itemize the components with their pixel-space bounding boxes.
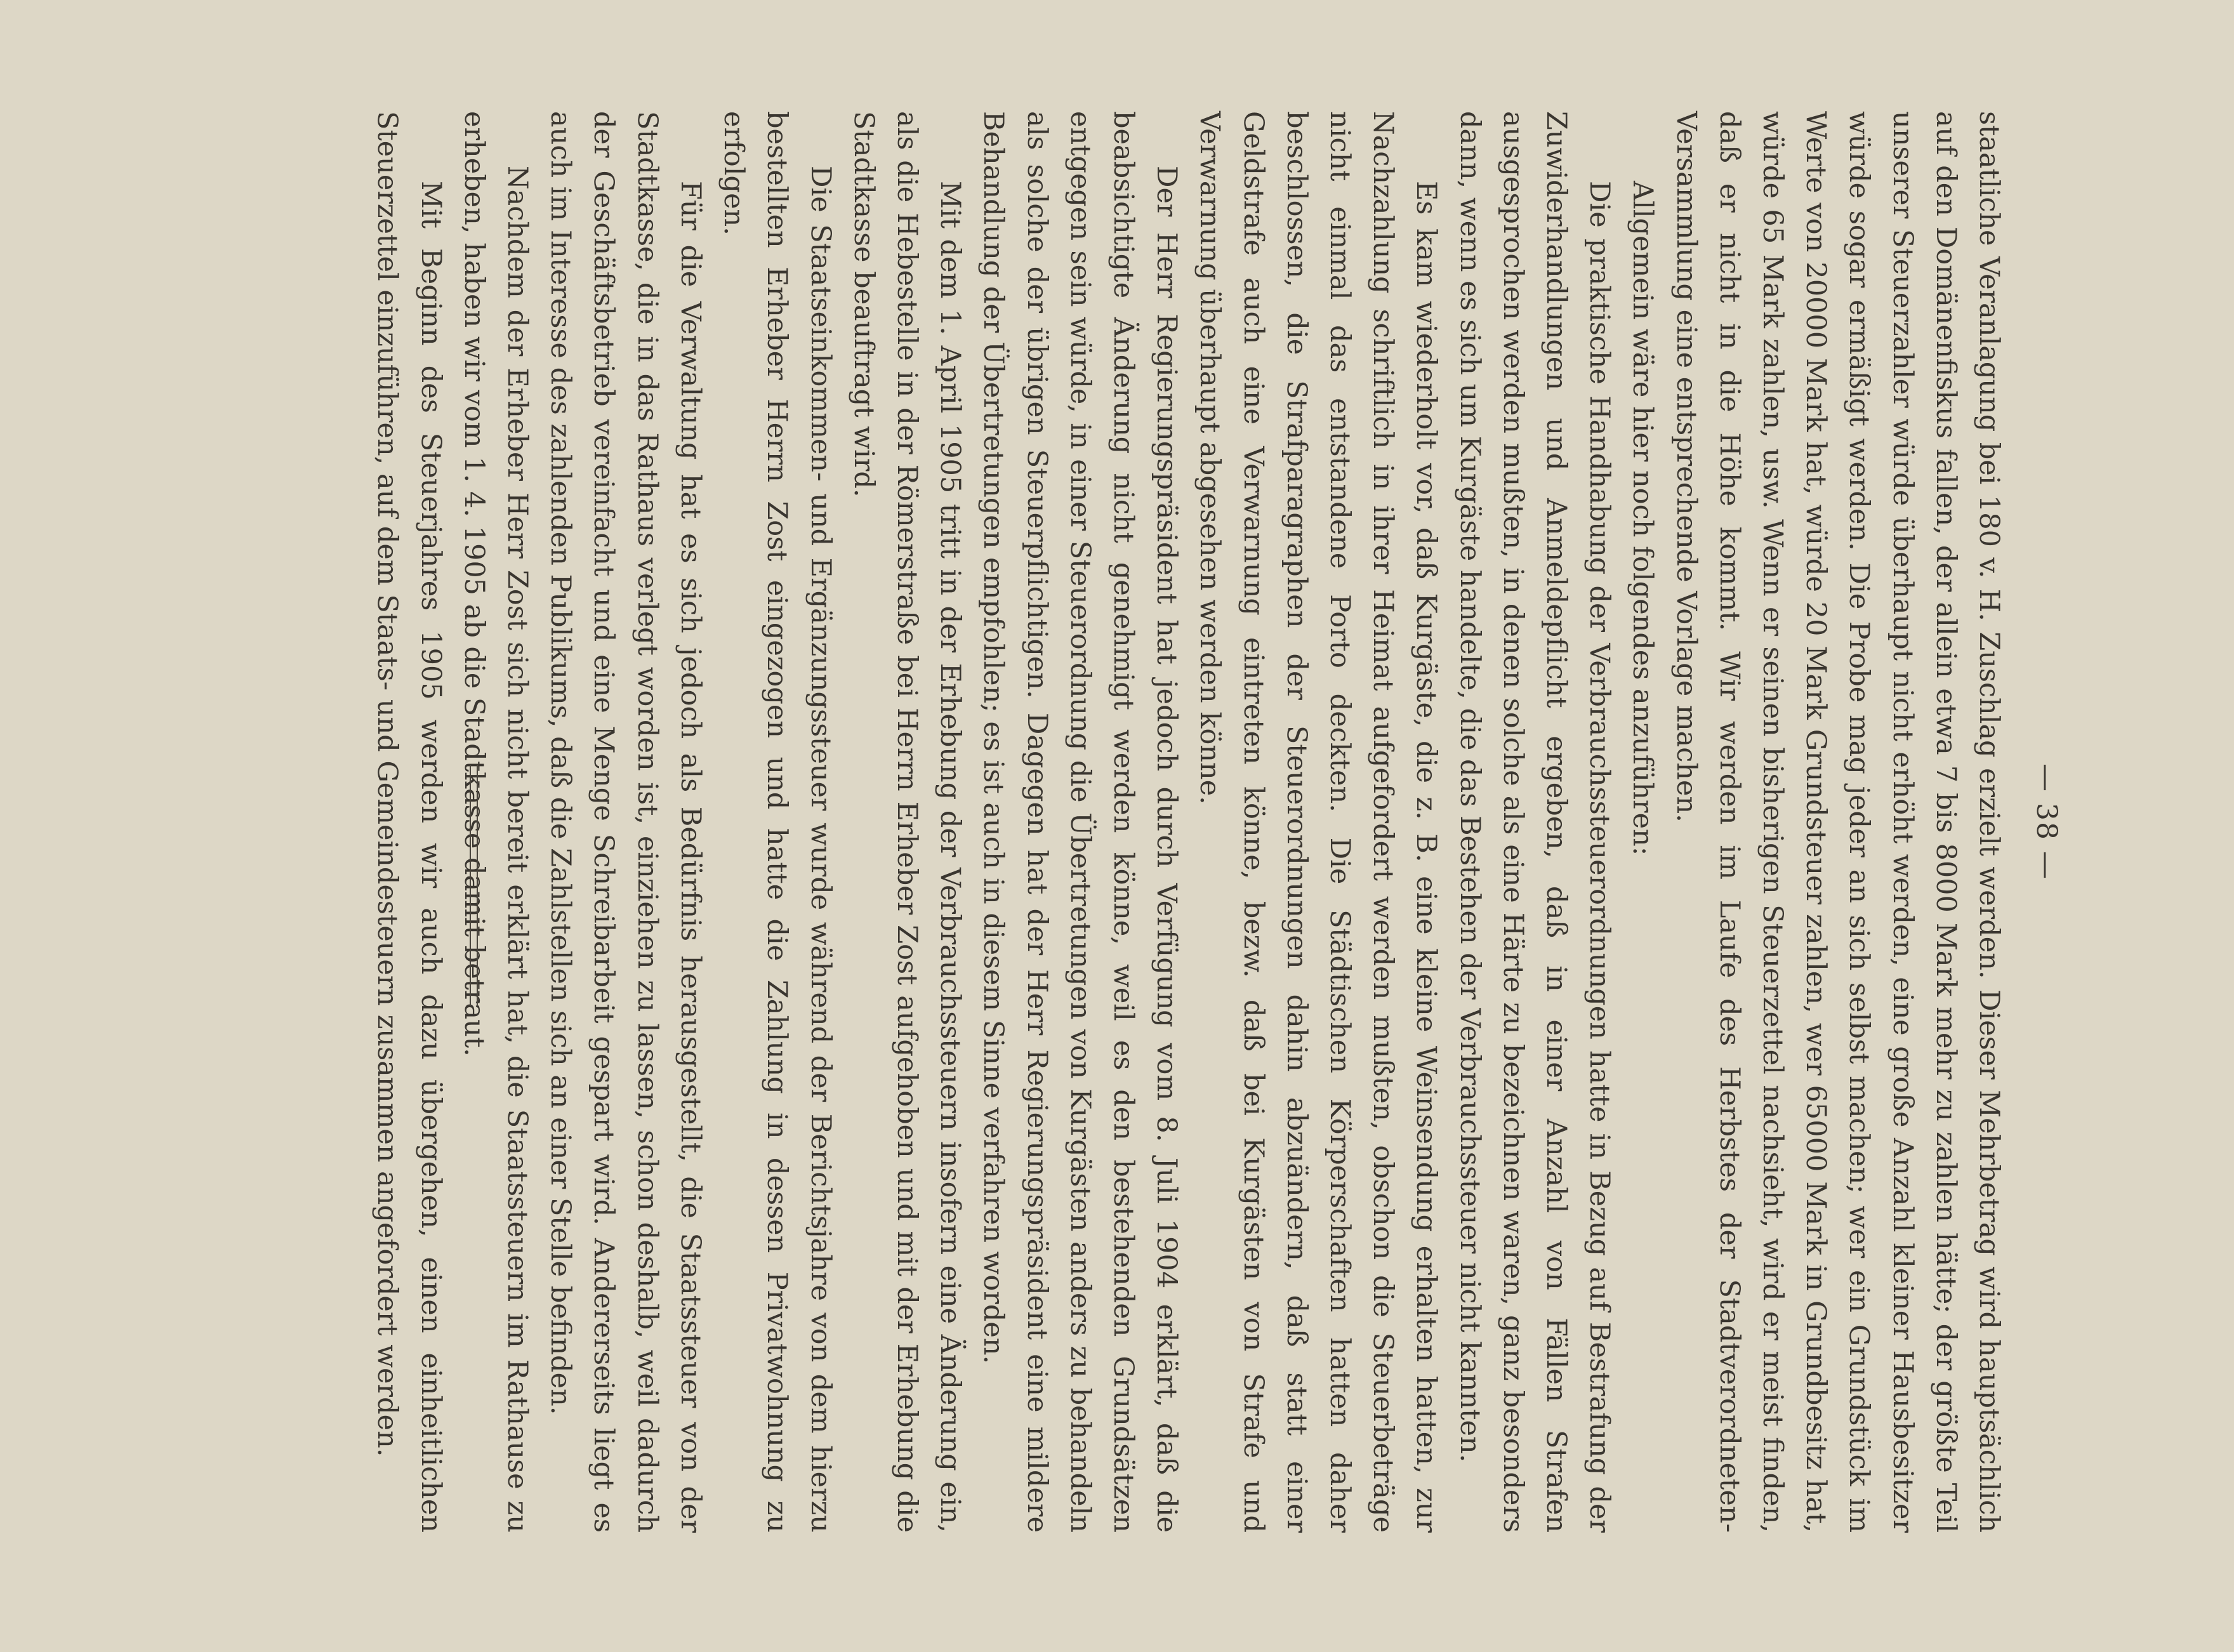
- body-text: [366, 111, 2011, 1533]
- double-rule-divider: [470, 765, 478, 1006]
- paragraph: Die praktische Handhabung der Verbrauchssteuerordnungen hatte in Bezug auf Bestrafung der Zuwiderhandlungen und Anmeldepflicht ergeben, daß in einer Anzahl von Fällen Strafen ausgesprochen werden mußten, in denen solche als eine Härte zu bezeichnen waren, ganz besonders dann, wenn es sich um Kurgäste handelte, die das Bestehen der Verbrauchssteuer nicht kannten.: [1453, 111, 1616, 1533]
- page-number: — 38 —: [2030, 763, 2063, 880]
- paragraph: staatliche Veranlagung bei 180 v. H. Zuschlag erzielt werden. Dieser Mehrbetrag wird hauptsächlich auf den Domänenfiskus fallen, der allein etwa 7 bis 8000 Mark mehr zu zahlen hätte; der größte Teil unserer Steuerzahler würde überhaupt nicht erhöht werden, eine große Anzahl kleiner Hausbesitzer würde sogar ermäßigt werden. Die Probe mag jeder an sich selbst machen; wer ein Grundstück im Werte von 20000 Mark hat, würde 20 Mark Grundsteuer zahlen, wer 65000 Mark in Grundbesitz hat, würde 65 Mark zahlen, usw. Wenn er seinen bisherigen Steuerzettel nachsieht, wird er meist finden, daß er nicht in die Höhe kommt. Wir werden im Laufe des Herbstes der Stadtverordneten-Versammlung eine entsprechende Vorlage machen.: [1670, 111, 2005, 1533]
- paragraph: Der Herr Regierungspräsident hat jedoch durch Verfügung vom 8. Juli 1904 erklärt, daß die beabsichtigte Änderung nicht genehmigt werden könne, weil es den bestehenden Grundsätzen entgegen sein würde, in einer Steuerordnung die Übertretungen von Kurgästen anders zu behandeln als solche der übrigen Steuerpflichtigen. Dagegen hat der Herr Regierungspräsident eine mildere Behandlung der Übertretungen empfohlen; es ist auch in diesem Sinne verfahren worden.: [977, 111, 1183, 1533]
- paragraph: Es kam wiederholt vor, daß Kurgäste, die z. B. eine kleine Weinsendung erhalten hatten, zur Nachzahlung schriftlich in ihrer Heimat aufgefordert werden mußten, obschon die Steuerbeträge nicht einmal das entstandene Porto deckten. Die Städtischen Körperschaften hatten daher beschlossen, die Strafparagraphen der Steuerordnungen dahin abzuändern, daß statt einer Geldstrafe auch eine Verwarnung eintreten könne, bezw. daß bei Kurgästen von Strafe und Verwarnung überhaupt abgesehen werden könne.: [1194, 111, 1443, 1533]
- paragraph: Nachdem der Erheber Herr Zost sich nicht bereit erklärt hat, die Staatssteuern im Rathause zu erheben, haben wir vom 1. 4. 1905 ab die Stadtkasse damit betraut.: [458, 111, 534, 1533]
- paragraph: Mit Beginn des Steuerjahres 1905 werden wir auch dazu übergehen, einen einheitlichen Steuerzettel einzuführen, auf dem Staats- und Gemeindesteuern zusammen angefordert werden.: [371, 111, 447, 1533]
- paragraph: Allgemein wäre hier noch folgendes anzuführen:: [1627, 181, 1659, 856]
- rotated-text-block: [311, 111, 2063, 1533]
- paragraph: Für die Verwaltung hat es sich jedoch als Bedürfnis herausgestellt, die Staatssteuer von der Stadtkasse, die in das Rathaus verlegt worden ist, einziehen zu lassen, schon deshalb, weil dadurch der Geschäftsbetrieb vereinfacht und eine Menge Schreibarbeit gespart wird. Andererseits liegt es auch im Interesse des zahlenden Publikums, daß die Zahlstellen sich an einer Stelle befinden.: [545, 111, 706, 1533]
- paragraph: Mit dem 1. April 1905 tritt in der Erhebung der Verbrauchssteuern insofern eine Änderung ein, als die Hebestelle in der Römerstraße bei Herrn Erheber Zost aufgehoben und mit der Erhebung die Stadtkasse beauftragt wird.: [847, 111, 967, 1533]
- paragraph: Die Staatseinkommen- und Ergänzungssteuer wurde während der Berichtsjahre von dem hierzu bestellten Erheber Herrn Zost eingezogen und hatte die Zahlung in dessen Privatwohnung zu erfolgen.: [718, 111, 836, 1533]
